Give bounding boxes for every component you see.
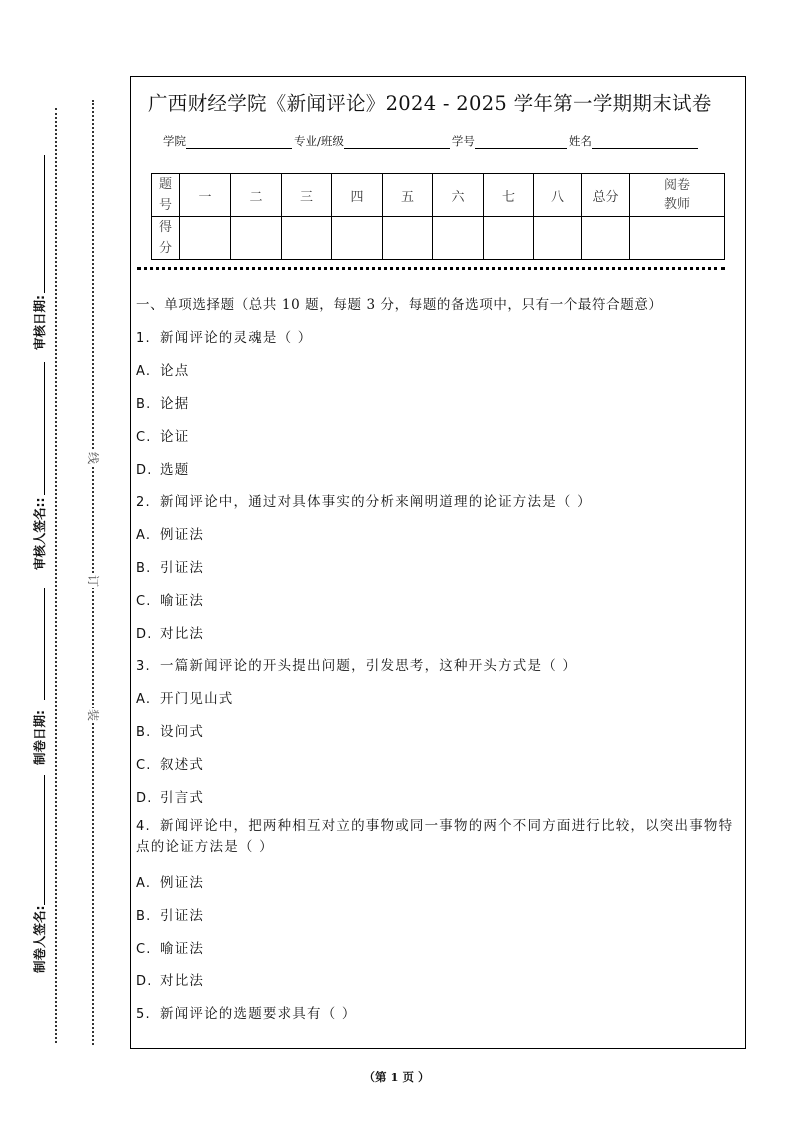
option-3b[interactable]: B. 设问式 xyxy=(136,724,205,740)
col-3: 三 xyxy=(282,174,332,217)
question-text: 新闻评论中，把两种相互对立的事物或同一事物的两个不同方面进行比较，以突出事物特点的论证方法是（ ） xyxy=(136,818,734,855)
reviewer-signature-line-top xyxy=(44,362,45,495)
binding-dotted-line-inner xyxy=(92,100,94,1045)
option-1b[interactable]: B. 论据 xyxy=(136,396,190,412)
option-2d[interactable]: D. 对比法 xyxy=(136,626,205,642)
col-2: 二 xyxy=(231,174,282,217)
col-4: 四 xyxy=(332,174,383,217)
score-head: 得 分 xyxy=(152,217,180,260)
exam-made-date-label: 制卷日期: xyxy=(32,710,47,765)
question-4 xyxy=(136,816,742,857)
review-date-line[interactable] xyxy=(44,155,45,293)
cut-mark-xian: 线 xyxy=(86,451,100,464)
question-number-head: 题 号 xyxy=(152,174,180,217)
question-number: 3. xyxy=(136,659,151,674)
option-1d[interactable]: D. 选题 xyxy=(136,462,190,478)
question-2 xyxy=(136,490,592,510)
col-total: 总分 xyxy=(582,174,630,217)
option-3a[interactable]: A. 开门见山式 xyxy=(136,691,234,707)
question-text: 新闻评论的灵魂是（ ） xyxy=(160,330,313,346)
score-cell-total[interactable] xyxy=(582,217,630,260)
score-cell-6[interactable] xyxy=(433,217,484,260)
question-text: 一篇新闻评论的开头提出问题，引发思考，这种开头方式是（ ） xyxy=(160,658,578,674)
option-2b[interactable]: B. 引证法 xyxy=(136,560,205,576)
question-1 xyxy=(136,326,313,346)
option-4d[interactable]: D. 对比法 xyxy=(136,973,205,989)
col-1: 一 xyxy=(180,174,231,217)
question-number: 5. xyxy=(136,1007,151,1022)
col-7: 七 xyxy=(484,174,534,217)
option-2c[interactable]: C. 喻证法 xyxy=(136,593,205,609)
score-cell-5[interactable] xyxy=(383,217,433,260)
question-3 xyxy=(136,654,577,674)
student-id-field[interactable] xyxy=(475,135,567,149)
cut-mark-ding: 订 xyxy=(86,574,100,587)
score-cell-8[interactable] xyxy=(534,217,582,260)
student-id-label: 学号 xyxy=(451,134,475,148)
score-cell-grader[interactable] xyxy=(630,217,725,260)
section-heading: 一、单项选择题（总共 10 题，每题 3 分，每题的备选项中，只有一个最符合题意） xyxy=(136,297,663,313)
score-table-header-row xyxy=(152,174,725,217)
binding-dotted-line-outer xyxy=(55,108,57,1043)
score-cell-3[interactable] xyxy=(282,217,332,260)
reviewer-signature-line[interactable] xyxy=(44,588,45,700)
review-date-label: 审核日期: xyxy=(32,295,47,350)
col-5: 五 xyxy=(383,174,433,217)
option-1c[interactable]: C. 论证 xyxy=(136,429,190,445)
score-table xyxy=(151,173,725,260)
col-8: 八 xyxy=(534,174,582,217)
cut-mark-zhuang: 装 xyxy=(86,708,100,721)
name-label: 姓名 xyxy=(568,134,592,148)
question-text: 新闻评论中，通过对具体事实的分析来阐明道理的论证方法是（ ） xyxy=(160,494,592,510)
option-4b[interactable]: B. 引证法 xyxy=(136,908,205,924)
score-cell-2[interactable] xyxy=(231,217,282,260)
major-class-label: 专业/班级 xyxy=(294,134,344,148)
question-5 xyxy=(136,1002,357,1022)
exam-maker-signature-line[interactable] xyxy=(44,775,45,905)
major-class-field[interactable] xyxy=(344,135,450,149)
name-field[interactable] xyxy=(592,135,698,149)
reviewer-signature-label: 审核人签名:: xyxy=(32,497,47,570)
option-4a[interactable]: A. 例证法 xyxy=(136,875,205,891)
score-cell-1[interactable] xyxy=(180,217,231,260)
page-number: （第 1 页 ） xyxy=(363,1070,430,1084)
option-2a[interactable]: A. 例证法 xyxy=(136,527,205,543)
question-text: 新闻评论的选题要求具有（ ） xyxy=(160,1006,357,1022)
college-label: 学院 xyxy=(163,134,186,148)
score-cell-4[interactable] xyxy=(332,217,383,260)
score-cell-7[interactable] xyxy=(484,217,534,260)
question-number: 4. xyxy=(136,819,151,834)
college-field[interactable] xyxy=(186,135,292,149)
option-3c[interactable]: C. 叙述式 xyxy=(136,757,205,773)
student-info-row xyxy=(163,131,700,149)
option-1a[interactable]: A. 论点 xyxy=(136,363,190,379)
grader-head: 阅卷 教师 xyxy=(630,174,725,217)
option-4c[interactable]: C. 喻证法 xyxy=(136,941,205,957)
option-3d[interactable]: D. 引言式 xyxy=(136,790,205,806)
exam-maker-signature-label: 制卷人签名: xyxy=(32,905,47,973)
col-6: 六 xyxy=(433,174,484,217)
score-table-score-row xyxy=(152,217,725,260)
dotted-separator xyxy=(137,267,725,270)
question-number: 1. xyxy=(136,331,151,346)
exam-title: 广西财经学院《新闻评论》2024 - 2025 学年第一学期期末试卷 xyxy=(148,92,712,115)
question-number: 2. xyxy=(136,495,151,510)
